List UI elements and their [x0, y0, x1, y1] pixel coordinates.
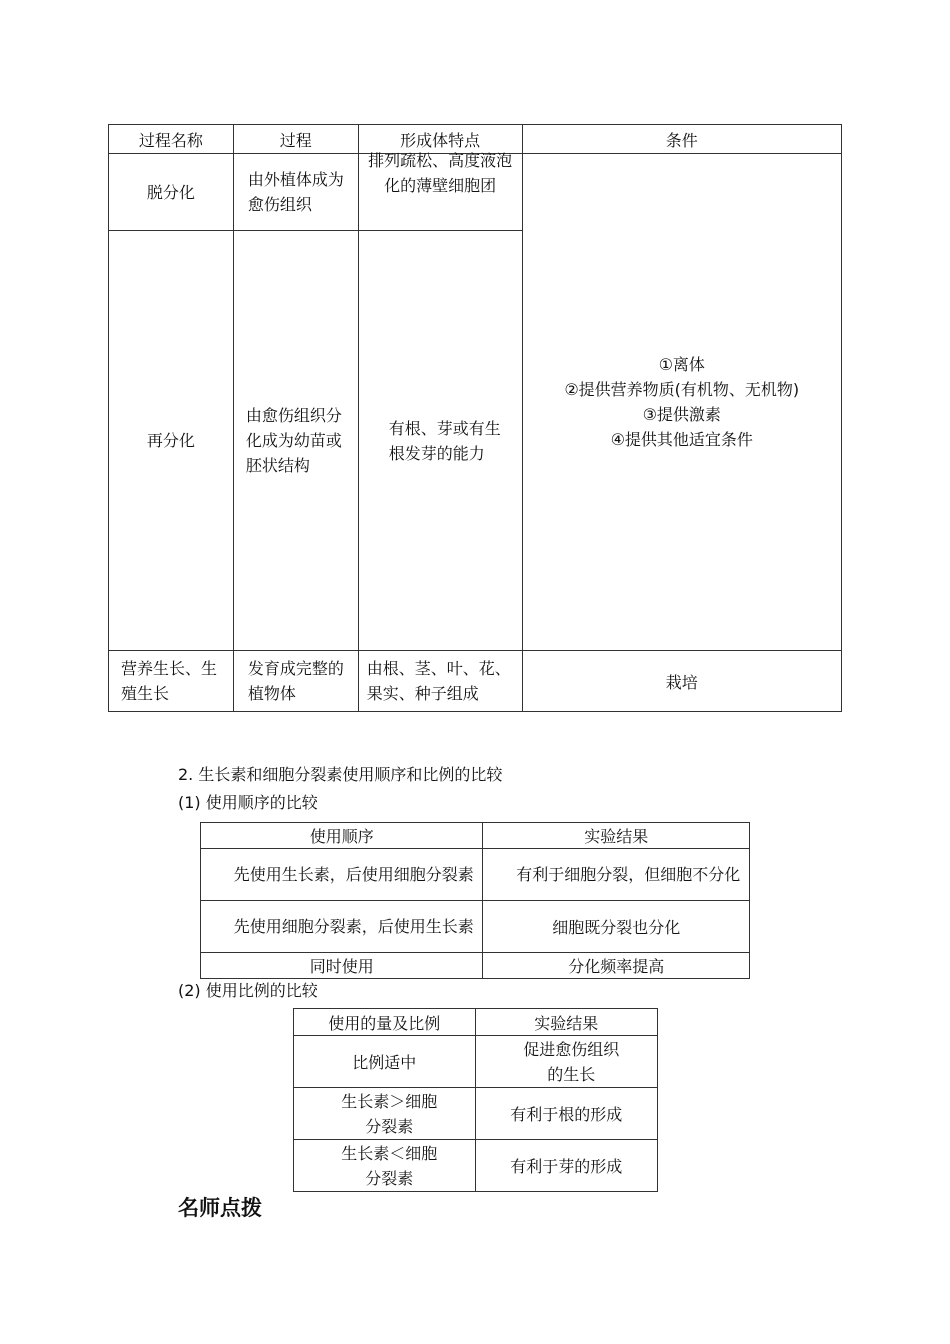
table-row	[109, 651, 842, 712]
subsection-title: (2) 使用比例的比较	[178, 981, 318, 1000]
header-cell: 形成体特点	[358, 125, 522, 154]
condition-item: ①离体	[658, 355, 705, 374]
condition-item: ④提供其他适宜条件	[610, 430, 753, 449]
table-cell: 营养生长、生殖生长	[109, 651, 234, 712]
header-cell: 使用的量及比例	[294, 1009, 476, 1036]
table-cell: 生长素＞细胞分裂素	[294, 1088, 476, 1140]
header-cell: 条件	[522, 125, 842, 154]
header-cell: 使用顺序	[201, 823, 483, 849]
section-heading: 名师点拨	[178, 1196, 262, 1220]
table-cell: 细胞既分裂也分化	[483, 901, 750, 953]
table-cell: 发育成完整的植物体	[233, 651, 358, 712]
table-cell: 栽培	[522, 651, 842, 712]
table-row	[294, 1140, 658, 1192]
condition-item: ③提供激素	[642, 405, 721, 424]
section-title: 2. 生长素和细胞分裂素使用顺序和比例的比较	[178, 765, 503, 784]
table-cell: 再分化	[109, 231, 234, 651]
header-cell: 过程	[233, 125, 358, 154]
table-cell: 比例适中	[294, 1036, 476, 1088]
condition-item: ②提供营养物质(有机物、无机物)	[564, 380, 800, 399]
table-row	[109, 154, 842, 231]
table-cell: 有根、芽或有生根发芽的能力	[358, 231, 522, 651]
table-cell: 排列疏松、高度液泡化的薄壁细胞团	[358, 154, 522, 231]
table-cell: 促进愈伤组织的生长	[475, 1036, 658, 1088]
ratio-comparison-table	[293, 1008, 658, 1192]
conditions-cell	[522, 154, 842, 651]
table-row	[201, 849, 750, 901]
table-cell: 分化频率提高	[483, 953, 750, 979]
subsection-title: (1) 使用顺序的比较	[178, 793, 318, 812]
table-cell: 脱分化	[109, 154, 234, 231]
table-row	[201, 901, 750, 953]
table-row	[294, 1036, 658, 1088]
table-cell: 同时使用	[201, 953, 483, 979]
table-cell: 由根、茎、叶、花、果实、种子组成	[358, 651, 522, 712]
table-cell: 由愈伤组织分化成为幼苗或胚状结构	[233, 231, 358, 651]
table-cell: 由外植体成为愈伤组织	[233, 154, 358, 231]
table-cell: 有利于根的形成	[475, 1088, 658, 1140]
table-cell: 先使用生长素，后使用细胞分裂素	[201, 849, 483, 901]
table-row	[294, 1088, 658, 1140]
table-cell: 先使用细胞分裂素，后使用生长素	[201, 901, 483, 953]
order-comparison-table	[200, 822, 750, 979]
table-cell: 生长素＜细胞分裂素	[294, 1140, 476, 1192]
table-cell: 有利于细胞分裂，但细胞不分化	[483, 849, 750, 901]
table-row	[201, 953, 750, 979]
header-cell: 过程名称	[109, 125, 234, 154]
header-cell: 实验结果	[483, 823, 750, 849]
process-table	[108, 124, 842, 712]
header-cell: 实验结果	[475, 1009, 658, 1036]
table-cell: 有利于芽的形成	[475, 1140, 658, 1192]
